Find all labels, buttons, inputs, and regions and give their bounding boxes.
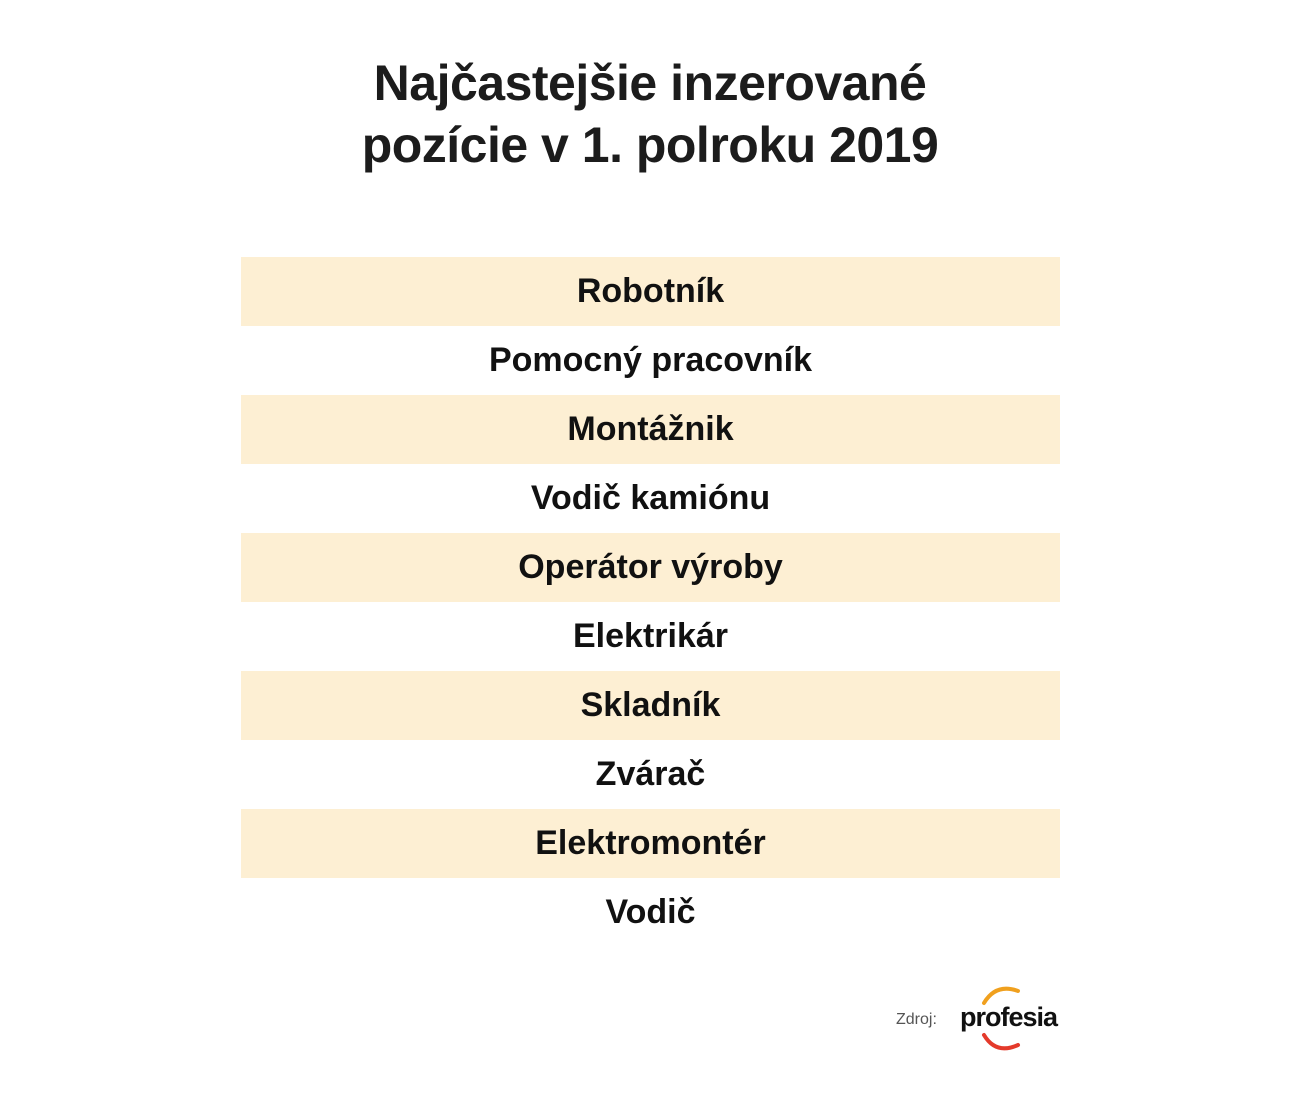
list-item: Elektromontér [241, 809, 1060, 878]
title-line-2: pozície v 1. polroku 2019 [361, 117, 939, 173]
list-item: Vodič [605, 893, 696, 931]
title-line-1: Najčastejšie inzerované [373, 55, 927, 111]
list-item: Operátor výroby [241, 533, 1060, 602]
page-title [0, 52, 1300, 176]
list-item: Robotník [241, 257, 1060, 326]
list-item: Skladník [241, 671, 1060, 740]
list-item: Pomocný pracovník [488, 341, 813, 379]
list-item: Zvárač [595, 755, 706, 793]
positions-list [241, 257, 1060, 947]
list-item: Vodič kamiónu [530, 479, 771, 517]
list-item: Elektrikár [573, 617, 728, 655]
logo-text: profesia [960, 1002, 1058, 1032]
profesia-logo [956, 985, 1066, 1055]
source-credit [896, 985, 1066, 1055]
list-item: Montážnik [241, 395, 1060, 464]
source-label: Zdroj: [896, 1011, 937, 1028]
